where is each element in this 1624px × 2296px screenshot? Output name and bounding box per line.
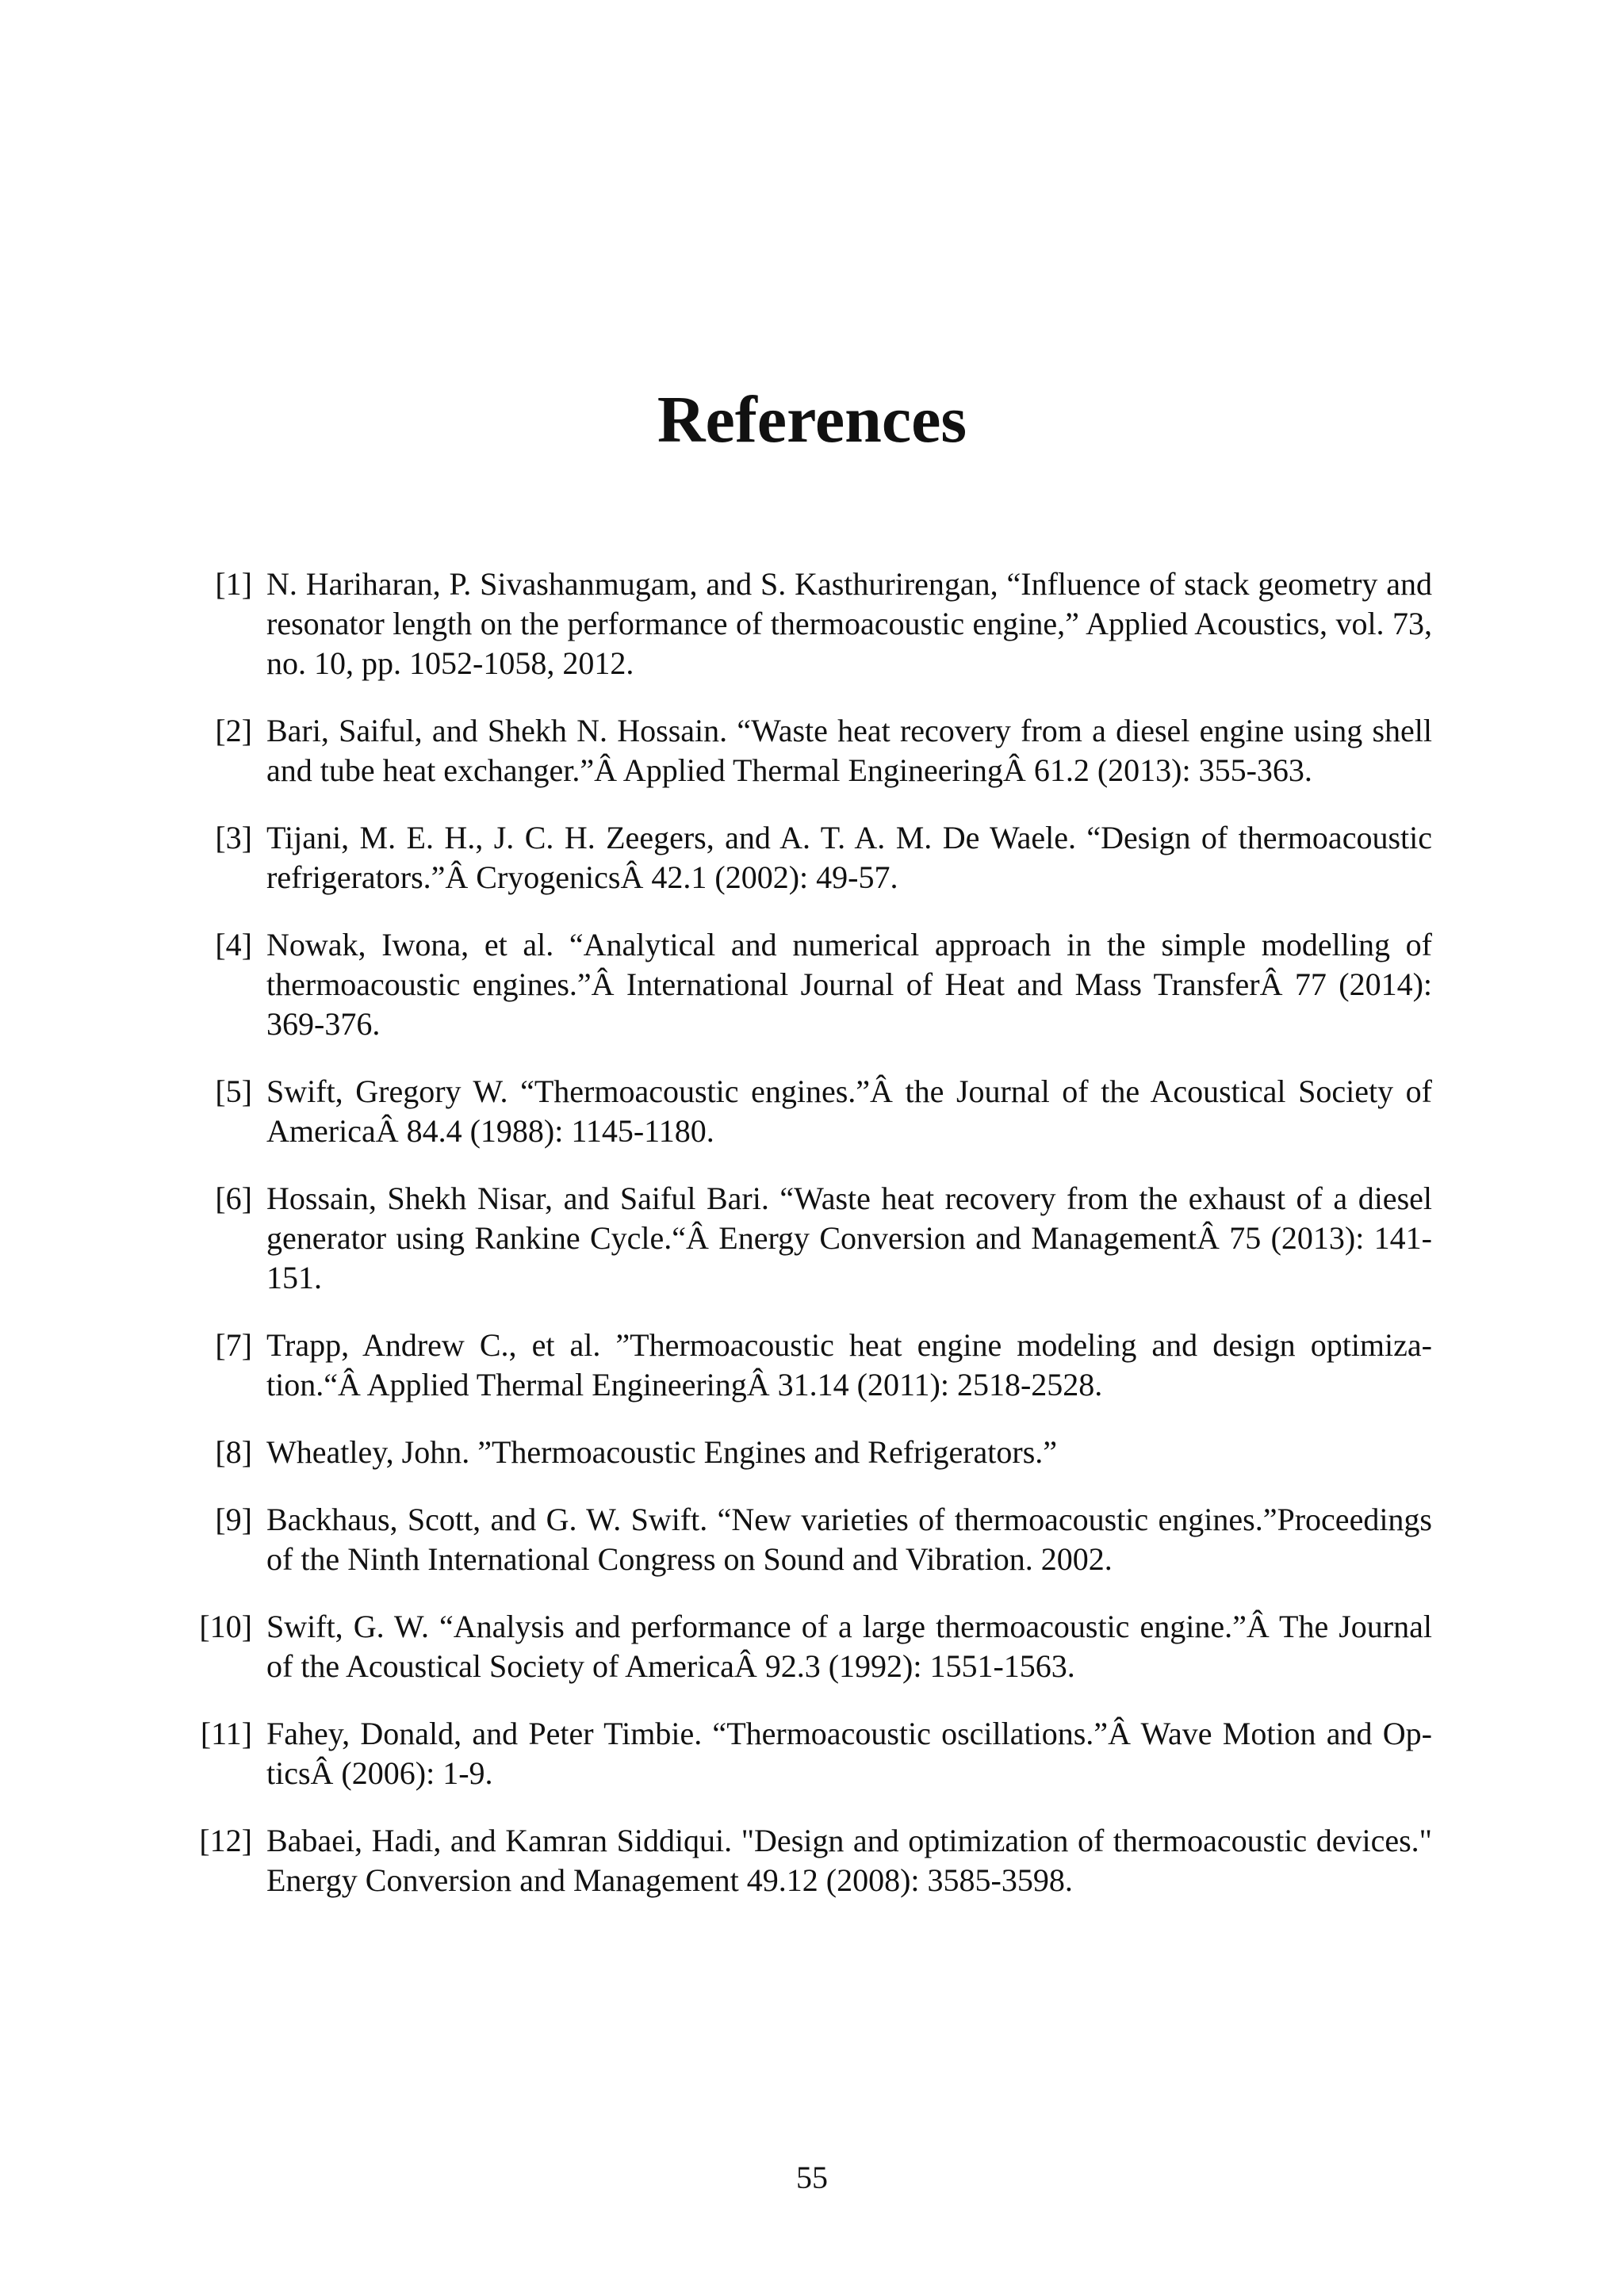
- reference-item: [9] Backhaus, Scott, and G. W. Swift. “New varieties of thermoacoustic engines.”Proceedings of the Ninth International Congress on Sound and Vibration. 2002.: [266, 1500, 1432, 1579]
- reference-item: [5] Swift, Gregory W. “Thermoacoustic engines.”Â the Journal of the Acoustical Society of AmericaÂ 84.4 (1988): 1145-1180.: [266, 1072, 1432, 1151]
- reference-text: N. Hariharan, P. Sivashanmugam, and S. Kasthurirengan, “Influence of stack geometry and resonator length on the performance of thermoacoustic engine,” Applied Acoustics, vol. 73, no. 10, pp. 1052-1058, 2012.: [266, 566, 1432, 681]
- reference-item: [11] Fahey, Donald, and Peter Timbie. “Thermoacoustic oscillations.”Â Wave Motion and OpticsÂ (2006): 1-9.: [266, 1714, 1432, 1793]
- reference-text: Fahey, Donald, and Peter Timbie. “Thermoacoustic oscillations.”Â Wave Motion and OpticsÂ (2006): 1-9.: [266, 1716, 1432, 1791]
- reference-text: Tijani, M. E. H., J. C. H. Zeegers, and A. T. A. M. De Waele. “Design of thermoacoustic refrigerators.”Â CryogenicsÂ 42.1 (2002): 49-57.: [266, 820, 1432, 895]
- page-title: References: [657, 383, 967, 457]
- reference-item: [3] Tijani, M. E. H., J. C. H. Zeegers, and A. T. A. M. De Waele. “Design of thermoacoustic refrigerators.”Â CryogenicsÂ 42.1 (2002): 49-57.: [266, 818, 1432, 897]
- reference-item: [1] N. Hariharan, P. Sivashanmugam, and S. Kasthurirengan, “Influence of stack geometry and resonator length on the performance of thermoacoustic engine,” Applied Acoustics, vol. 73, no. 10, pp. 1052-1058, 2012.: [266, 564, 1432, 683]
- reference-text: Babaei, Hadi, and Kamran Siddiqui. "Design and optimization of thermoacoustic devices." Energy Conversion and Management 49.12 (2008): 3585-3598.: [266, 1823, 1432, 1898]
- reference-item: [4] Nowak, Iwona, et al. “Analytical and numerical approach in the simple modelling of thermoacoustic engines.”Â International Journal of Heat and Mass TransferÂ 77 (2014): 369-376.: [266, 925, 1432, 1044]
- reference-item: [12] Babaei, Hadi, and Kamran Siddiqui. "Design and optimization of thermoacoustic devices." Energy Conversion and Management 49.12 (2008): 3585-3598.: [266, 1821, 1432, 1900]
- reference-text: Backhaus, Scott, and G. W. Swift. “New varieties of thermoacoustic engines.”Proceedings of the Ninth International Congress on Sound and Vibration. 2002.: [266, 1502, 1432, 1577]
- page-number: 55: [796, 2160, 828, 2195]
- reference-item: [10] Swift, G. W. “Analysis and performance of a large thermoacoustic engine.”Â The Journal of the Acoustical Society of AmericaÂ 92.3 (1992): 1551-1563.: [266, 1607, 1432, 1686]
- reference-item: [2] Bari, Saiful, and Shekh N. Hossain. “Waste heat recovery from a diesel engine using shell and tube heat exchanger.”Â Applied Thermal EngineeringÂ 61.2 (2013): 355-363.: [266, 711, 1432, 790]
- reference-text: Swift, Gregory W. “Thermoacoustic engines.”Â the Journal of the Acoustical Society of AmericaÂ 84.4 (1988): 1145-1180.: [266, 1073, 1432, 1149]
- reference-text: Hossain, Shekh Nisar, and Saiful Bari. “Waste heat recovery from the exhaust of a diesel generator using Rankine Cycle.“Â Energy Conversion and ManagementÂ 75 (2013): 141-151.: [266, 1181, 1432, 1295]
- reference-text: Wheatley, John. ”Thermoacoustic Engines and Refrigerators.”: [266, 1434, 1058, 1470]
- reference-item: [8] Wheatley, John. ”Thermoacoustic Engines and Refrigerators.”: [266, 1433, 1432, 1472]
- reference-text: Bari, Saiful, and Shekh N. Hossain. “Waste heat recovery from a diesel engine using shell and tube heat exchanger.”Â Applied Thermal EngineeringÂ 61.2 (2013): 355-363.: [266, 713, 1432, 788]
- reference-item: [7] Trapp, Andrew C., et al. ”Thermoacoustic heat engine modeling and design optimization.“Â Applied Thermal EngineeringÂ 31.14 (2011): 2518-2528.: [266, 1326, 1432, 1405]
- reference-text: Nowak, Iwona, et al. “Analytical and numerical approach in the simple modelling of thermoacoustic engines.”Â International Journal of Heat and Mass TransferÂ 77 (2014): 369-376.: [266, 927, 1432, 1042]
- reference-text: Swift, G. W. “Analysis and performance of a large thermoacoustic engine.”Â The Journal of the Acoustical Society of AmericaÂ 92.3 (1992): 1551-1563.: [266, 1609, 1432, 1684]
- reference-list: [199, 564, 1432, 1928]
- reference-text: Trapp, Andrew C., et al. ”Thermoacoustic heat engine modeling and design optimization.“Â Applied Thermal EngineeringÂ 31.14 (2011): 2518-2528.: [266, 1327, 1432, 1402]
- reference-item: [6] Hossain, Shekh Nisar, and Saiful Bari. “Waste heat recovery from the exhaust of a diesel generator using Rankine Cycle.“Â Energy Conversion and ManagementÂ 75 (2013): 141-151.: [266, 1179, 1432, 1298]
